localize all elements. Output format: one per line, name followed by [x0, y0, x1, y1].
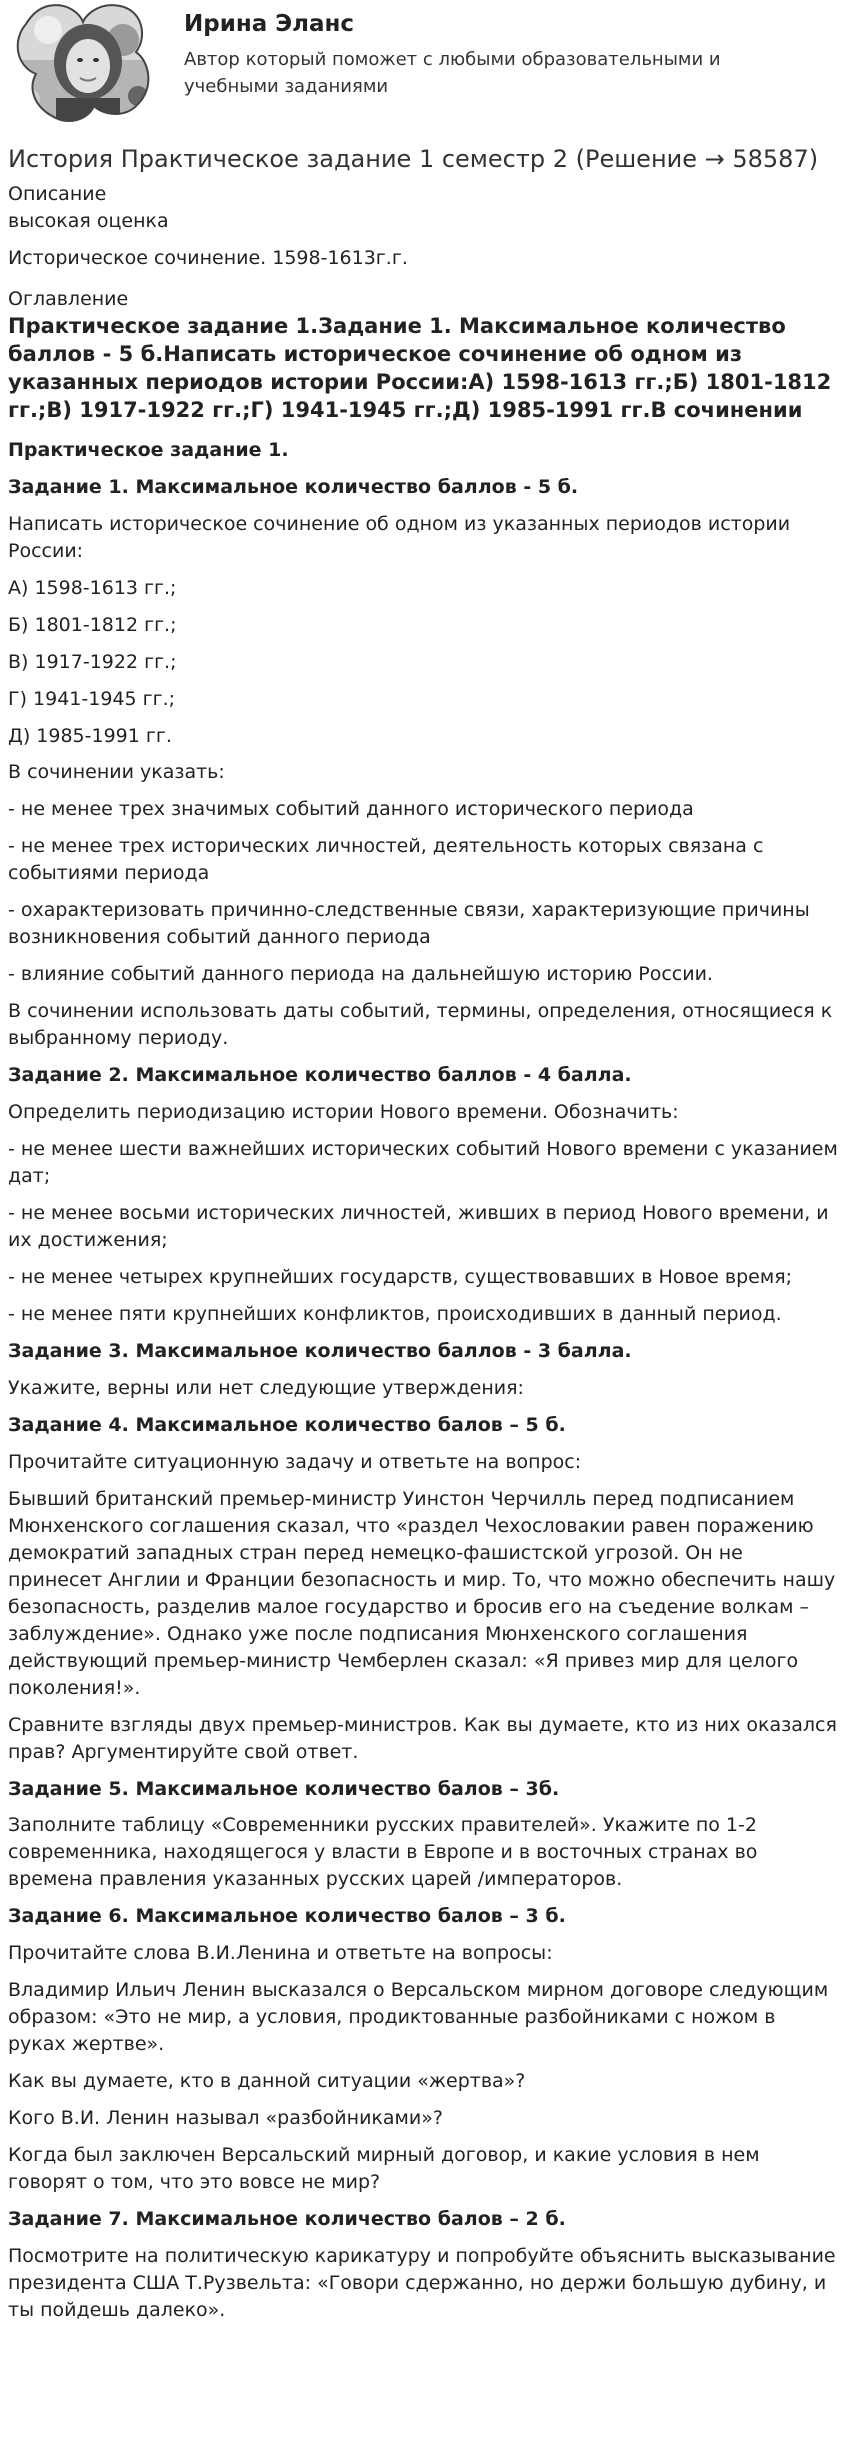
- toc-link[interactable]: Практическое задание 1.Задание 1. Максимальное количество баллов - 5 б.Написать историческое сочинение об одном из указанных периодов истории России:А) 1598-1613 гг.;Б) 1801-1812 гг.;В) 1917-1922 гг.;Г) 1941-1945 гг.;Д) 1985-1991 гг.В сочинении: [8, 314, 832, 422]
- content-paragraph: - не менее трех значимых событий данного исторического периода: [8, 798, 694, 821]
- content-paragraph: - не менее трех исторических личностей, деятельность которых связана с событиями периода: [8, 835, 764, 885]
- author-avatar[interactable]: [8, 0, 158, 130]
- section-heading: Задание 4. Максимальное количество балов – 5 б.: [8, 1413, 566, 1436]
- section-heading: Задание 6. Максимальное количество балов – 3 б.: [8, 1905, 566, 1928]
- document-title: История Практическое задание 1 семестр 2 (Решение → 58587): [8, 145, 819, 173]
- content-paragraph: Написать историческое сочинение об одном из указанных периодов истории России:: [8, 512, 791, 562]
- content-paragraph: Когда был заключен Версальский мирный договор, и какие условия в нем говорят о том, что это вовсе не мир?: [8, 2144, 760, 2194]
- author-description: Автор который поможет с любыми образовательными и учебными заданиями: [184, 49, 721, 97]
- section-heading: Задание 7. Максимальное количество балов – 2 б.: [8, 2208, 566, 2231]
- content-paragraph: А) 1598-1613 гг.;: [8, 576, 177, 599]
- toc-label: Оглавление: [8, 288, 129, 311]
- content-paragraph: Кого В.И. Ленин называл «разбойниками»?: [8, 2107, 443, 2130]
- content-paragraph: Укажите, верны или нет следующие утверждения:: [8, 1376, 524, 1399]
- content-paragraph: Прочитайте слова В.И.Ленина и ответьте на вопросы:: [8, 1942, 553, 1965]
- content-paragraph: Посмотрите на политическую карикатуру и попробуйте объяснить высказывание президента США Т.Рузвельта: «Говори сдержанно, но держи большую дубину, и ты пойдешь далеко».: [8, 2245, 836, 2321]
- author-name[interactable]: Ирина Эланс: [184, 11, 355, 37]
- content-paragraph: Прочитайте ситуационную задачу и ответьте на вопрос:: [8, 1450, 582, 1473]
- content-paragraph: Бывший британский премьер-министр Уинстон Черчилль перед подписанием Мюнхенского соглашения сказал, что «раздел Чехословакии равен поражению демократий западных стран перед немецко-фашистской угрозой. Он не принесет Англии и Франции безопасность и мир. То, что можно обеспечить нашу безопасность, разделив малое государство и бросив его на съедение волкам – заблуждение». Однако уже после подписания Мюнхенского соглашения действующий премьер-министр Чемберлен сказал: «Я привез мир для целого поколения!».: [8, 1487, 836, 1699]
- content-paragraph: Сравните взгляды двух премьер-министров. Как вы думаете, кто из них оказался прав? Аргументируйте свой ответ.: [8, 1713, 837, 1763]
- section-heading: Практическое задание 1.: [8, 438, 289, 461]
- section-heading: Задание 1. Максимальное количество баллов - 5 б.: [8, 475, 579, 498]
- document-subtitle: Историческое сочинение. 1598-1613г.г.: [8, 247, 408, 270]
- content-paragraph: Определить периодизацию истории Нового времени. Обозначить:: [8, 1101, 679, 1124]
- content-paragraph: - не менее восьми исторических личностей, живших в период Нового времени, и их достижения;: [8, 1202, 829, 1252]
- content-paragraph: В) 1917-1922 гг.;: [8, 650, 177, 673]
- content-paragraph: - влияние событий данного периода на дальнейшую историю России.: [8, 963, 713, 986]
- description-label: Описание: [8, 183, 107, 206]
- content-paragraph: Д) 1985-1991 гг.: [8, 724, 172, 747]
- rating-text: высокая оценка: [8, 210, 169, 233]
- section-heading: Задание 2. Максимальное количество баллов - 4 балла.: [8, 1064, 632, 1087]
- content-paragraph: В сочинении использовать даты событий, термины, определения, относящиеся к выбранному периоду.: [8, 1000, 833, 1050]
- content-paragraph: - не менее пяти крупнейших конфликтов, происходивших в данный период.: [8, 1302, 782, 1325]
- author-photo-icon: [8, 0, 158, 130]
- content-paragraph: В сочинении указать:: [8, 761, 225, 784]
- content-paragraph: Б) 1801-1812 гг.;: [8, 613, 177, 636]
- content-paragraph: Заполните таблицу «Современники русских правителей». Укажите по 1-2 современника, находящегося у власти в Европе и в восточных странах во времена правления указанных русских царей /императоров.: [8, 1814, 758, 1891]
- section-heading: Задание 3. Максимальное количество баллов - 3 балла.: [8, 1339, 632, 1362]
- content-paragraph: - охарактеризовать причинно-следственные связи, характеризующие причины возникновения событий данного периода: [8, 899, 810, 949]
- content-paragraph: - не менее четырех крупнейших государств, существовавших в Новое время;: [8, 1266, 793, 1288]
- content-paragraph: - не менее шести важнейших исторических событий Нового времени с указанием дат;: [8, 1138, 838, 1188]
- content-paragraph: Г) 1941-1945 гг.;: [8, 687, 176, 710]
- author-block: [8, 0, 839, 140]
- content-paragraph: Как вы думаете, кто в данной ситуации «жертва»?: [8, 2070, 526, 2093]
- section-heading: Задание 5. Максимальное количество балов – 3б.: [8, 1777, 560, 1800]
- document-content: [8, 437, 839, 2324]
- content-paragraph: Владимир Ильич Ленин высказался о Версальском мирном договоре следующим образом: «Это не мир, а условия, продиктованные разбойниками с ножом в руках жертве».: [8, 1979, 829, 2056]
